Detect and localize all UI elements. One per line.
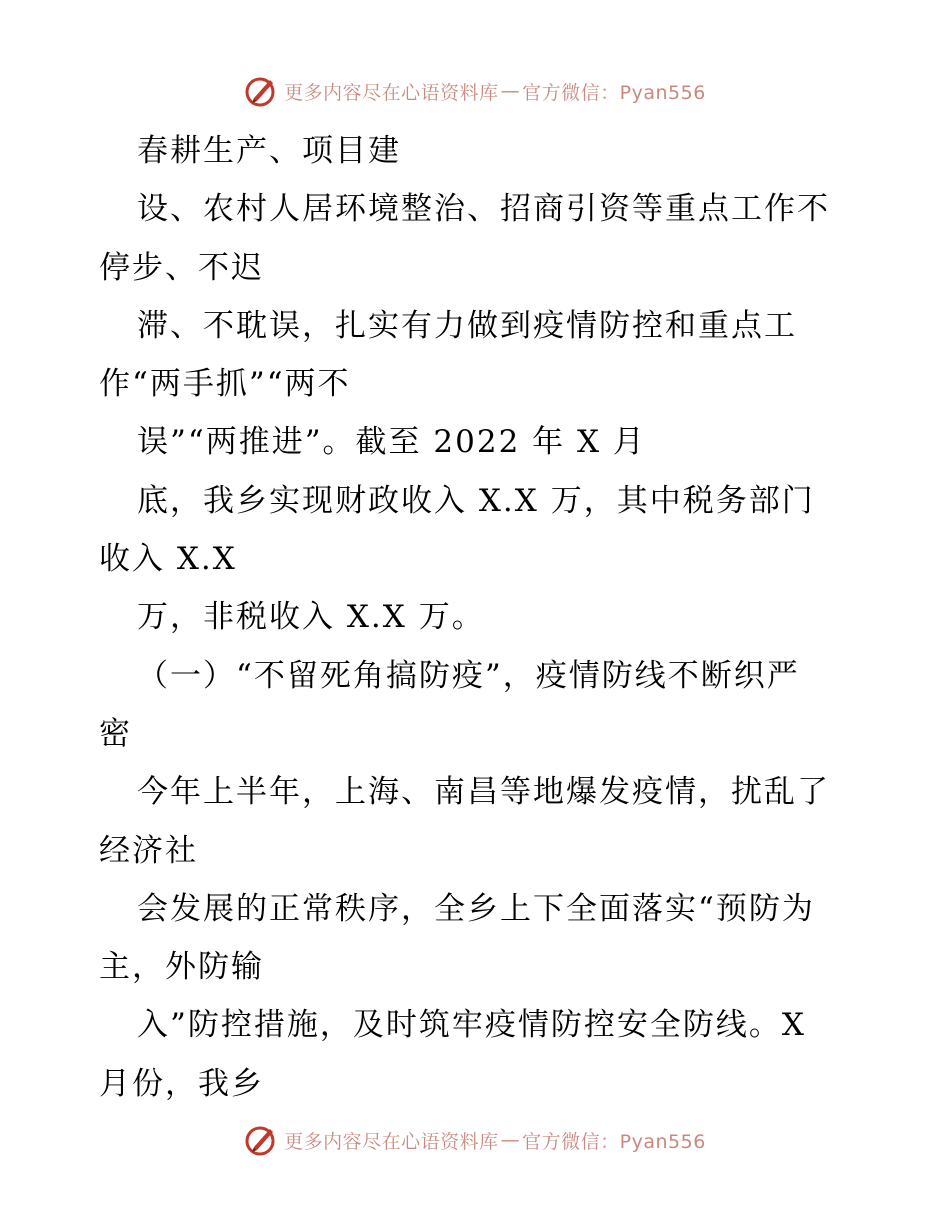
watermark-dash: — [500,1129,521,1151]
text-line: 滞、不耽误，扎实有力做到疫情防控和重点工 [137,307,797,344]
text-line: 密 [99,715,132,752]
text-line: 月份，我乡 [99,1065,264,1102]
text-line: 今年上半年，上海、南昌等地爆发疫情，扰乱了 [137,774,830,811]
text-line: 收入 X.X [99,541,237,578]
watermark-text-right: 官方微信：Pyan556 [522,81,706,104]
watermark-text-left: 更多内容尽在心语资料库 [284,1130,499,1153]
text-line: 春耕生产、项目建 [137,133,401,169]
text-line: 设、农村人居环境整治、招商引资等重点工作不 [137,191,830,228]
text-line: 入”防控措施，及时筑牢疫情防控安全防线。X [137,1007,806,1044]
text-line: 停步、不迟 [99,249,264,286]
text-line: 经济社 [99,832,198,869]
text-line: 底，我乡实现财政收入 X.X 万，其中税务部门 [137,482,815,519]
watermark-dash: — [500,80,521,102]
text-line: 作“两手抓”“两不 [99,366,351,403]
text-line: 会发展的正常秩序，全乡上下全面落实“预防为 [137,890,815,927]
header-watermark [0,71,950,111]
pen-logo-icon [244,74,278,108]
text-line: 主，外防输 [99,949,264,986]
watermark-text-right: 官方微信：Pyan556 [522,1130,706,1153]
watermark-text-left: 更多内容尽在心语资料库 [284,81,499,104]
pen-logo-icon [244,1123,278,1157]
document-body [99,122,855,1113]
footer-watermark [0,1120,950,1160]
text-line: （一）“不留死角搞防疫”，疫情防线不断织严 [137,657,800,694]
text-line: 万，非税收入 X.X 万。 [137,599,485,636]
text-line: 误”“两推进”。截至 2022 年 X 月 [137,424,646,461]
